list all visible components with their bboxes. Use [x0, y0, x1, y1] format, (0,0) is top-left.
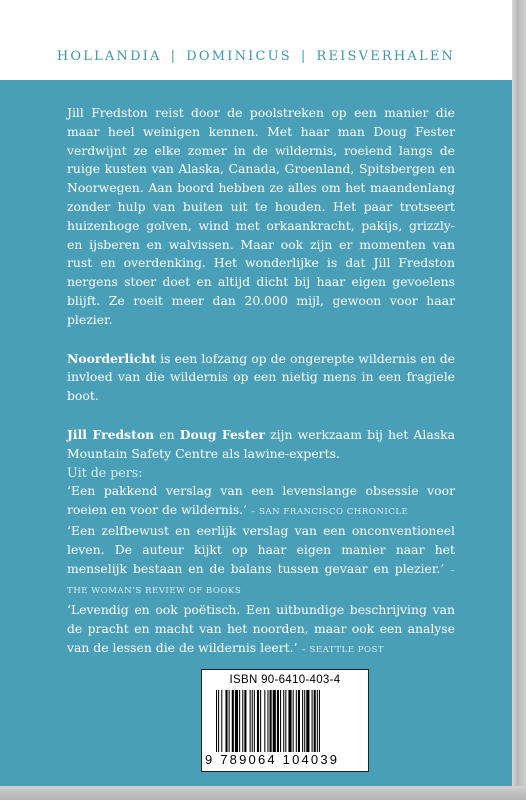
- barcode-bar: [273, 690, 276, 752]
- barcode-bar: [314, 690, 316, 752]
- barcode-bar: [257, 690, 259, 752]
- barcode-bar: [225, 690, 227, 752]
- press-quote-source: – SAN FRANCISCO CHRONICLE: [251, 507, 409, 518]
- isbn-barcode: [201, 669, 369, 772]
- barcode-bar: [242, 690, 243, 752]
- blurb-paragraph-3-text: zijn werkzaam bij het Alaska Mountain Safety Centre als lawine-experts.: [67, 426, 455, 461]
- barcode-bar: [302, 690, 303, 752]
- blurb-paragraph-2-text: is een lofzang op de ongerepte wildernis en de invloed van die wildernis op een nietig mens in een fragiele boot.: [67, 350, 455, 404]
- press-quote-text: ‘Een pakkend verslag van een levenslange obsessie voor roeien en voor de wildernis.’: [67, 483, 455, 518]
- blurb-paragraph-2: [67, 350, 455, 406]
- barcode-bar: [218, 690, 219, 752]
- blurb-paragraph-3: [67, 426, 455, 464]
- publisher-line: [0, 49, 512, 64]
- publisher-header: [0, 0, 512, 80]
- press-quote-text: ‘Levendig en ook poëtisch. Een uitbundige beschrijving van de pracht en macht van het noorden, maar ook een analyse van de lessen die de wildernis leert.’: [67, 602, 455, 655]
- barcode-bar: [229, 690, 230, 752]
- barcode-bar: [304, 690, 305, 752]
- press-quote: [67, 522, 455, 601]
- barcode-digits: 9 789064 104039: [205, 752, 340, 767]
- blurb-paragraph-1: Jill Fredston reist door de poolstreken op een manier die maar heel weinigen kennen. Met haar man Doug Fester verdwijnt ze elke zomer in de wildernis, roeiend langs de ruige kusten van Alaska, Canada, Groenland, Spitsbergen en Noorwegen. Aan boord hebben ze alles om het maandenlang zonder hulp van buiten uit te houden. Het paar trotseert huizenhoge golven, wind met orkaankracht, pakijs, grizzly- en ijsberen en walvissen. Maar ook zijn er momenten van rust en overdenking. Het wonderlijke is dat Jill Fredston nergens stoer doet en altijd dicht bij haar eigen gevoelens blijft. Ze roeit meer dan 20.000 mijl, gewoon voor haar plezier.: [67, 105, 455, 327]
- press-quote-source: – THE WOMAN’S REVIEW OF BOOKS: [67, 565, 455, 597]
- barcode-bar: [250, 690, 251, 752]
- barcode-bar: [306, 690, 309, 752]
- barcode-bar: [216, 690, 217, 752]
- separator: |: [170, 49, 178, 64]
- barcode-bar: [298, 690, 300, 752]
- press-quote-source: – SEATTLE POST: [301, 644, 385, 655]
- publisher-name: HOLLANDIA: [56, 49, 162, 64]
- barcode-bar: [264, 690, 265, 752]
- barcode-bar: [283, 690, 284, 752]
- press-quote: [67, 482, 455, 522]
- barcode-bar: [221, 690, 222, 752]
- isbn-label: ISBN 90-6410-403-4: [229, 674, 341, 686]
- barcode-bar: [254, 690, 255, 752]
- publisher-imprint: DOMINICUS: [186, 49, 292, 64]
- series-name: REISVERHALEN: [316, 49, 456, 64]
- barcode-bar: [252, 690, 253, 752]
- book-title: Noorderlicht: [67, 350, 157, 366]
- barcode-bar: [232, 690, 234, 752]
- author-name-2: Doug Fester: [179, 426, 266, 442]
- press-heading: Uit de pers:: [67, 464, 143, 480]
- press-quote: [67, 601, 455, 659]
- barcode-bar: [312, 690, 313, 752]
- barcode-bar: [293, 690, 294, 752]
- barcode-bar: [319, 690, 320, 752]
- barcode-bar: [244, 690, 246, 752]
- barcode-bar: [280, 690, 281, 752]
- barcode-bar: [317, 690, 318, 752]
- page-block-edge: [512, 0, 526, 800]
- separator: |: [300, 49, 308, 64]
- barcode-bar: [270, 690, 272, 752]
- barcode-bar: [267, 690, 268, 752]
- barcode-bars: [216, 690, 362, 752]
- barcode-bar: [277, 690, 279, 752]
- barcode-bar: [239, 690, 240, 752]
- barcode-bar: [288, 690, 291, 752]
- author-join: en: [154, 426, 180, 442]
- barcode-bar: [260, 690, 261, 752]
- barcode-bar: [235, 690, 238, 752]
- barcode-bar: [296, 690, 297, 752]
- blurb-text: [67, 104, 455, 660]
- page-block-bottom: [0, 786, 526, 800]
- barcode-bar: [285, 690, 286, 752]
- press-quote-text: ‘Een zelfbewust en eerlijk verslag van een onconventioneel leven. De auteur kijkt op haar eigen manier naar het menselijk bestaan en de balans tussen gevaar en plezier.’: [67, 522, 455, 576]
- author-name-1: Jill Fredston: [67, 426, 155, 442]
